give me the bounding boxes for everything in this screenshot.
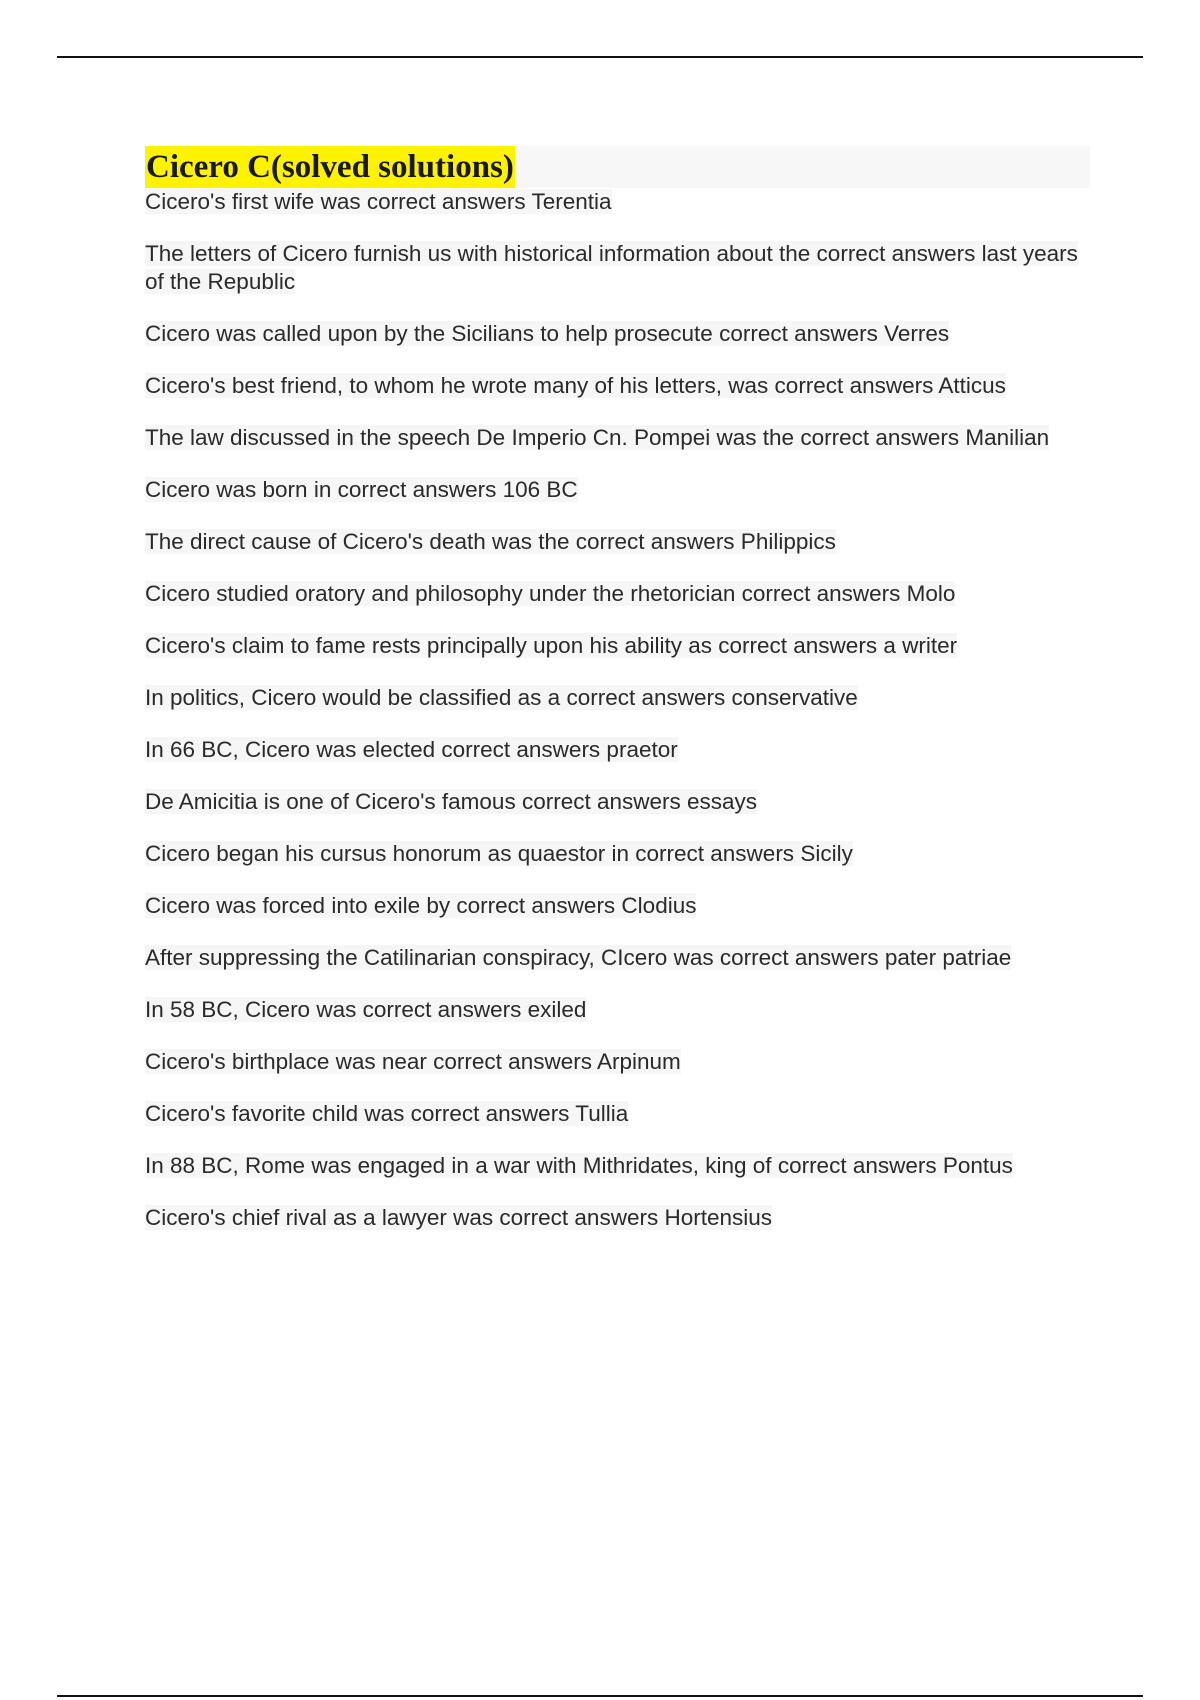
qa-text: The direct cause of Cicero's death was the correct answers Philippics: [145, 529, 836, 554]
qa-text: The letters of Cicero furnish us with historical information about the correct answers last years of the Republic: [145, 241, 1078, 294]
qa-text: In politics, Cicero would be classified as a correct answers conservative: [145, 685, 858, 710]
list-item: [145, 372, 1090, 400]
list-item: [145, 788, 1090, 816]
list-item: [145, 240, 1090, 296]
list-item: [145, 580, 1090, 608]
list-item: [145, 1204, 1090, 1232]
qa-text: Cicero's best friend, to whom he wrote many of his letters, was correct answers Atticus: [145, 373, 1006, 398]
list-item: [145, 424, 1090, 452]
list-item: [145, 188, 1090, 216]
list-item: [145, 632, 1090, 660]
qa-text: After suppressing the Catilinarian conspiracy, CIcero was correct answers pater patriae: [145, 945, 1012, 970]
list-item: [145, 320, 1090, 348]
list-item: [145, 1152, 1090, 1180]
list-item: [145, 1100, 1090, 1128]
qa-text: Cicero was forced into exile by correct answers Clodius: [145, 893, 697, 918]
qa-text: The law discussed in the speech De Imperio Cn. Pompei was the correct answers Manilian: [145, 425, 1050, 450]
qa-text: Cicero's birthplace was near correct answers Arpinum: [145, 1049, 681, 1074]
list-item: [145, 996, 1090, 1024]
qa-text: Cicero was born in correct answers 106 BC: [145, 477, 578, 502]
qa-text: Cicero began his cursus honorum as quaestor in correct answers Sicily: [145, 841, 853, 866]
qa-text: In 88 BC, Rome was engaged in a war with Mithridates, king of correct answers Pontus: [145, 1153, 1013, 1178]
list-item: [145, 1048, 1090, 1076]
bottom-rule: [57, 1695, 1143, 1697]
qa-text: Cicero's chief rival as a lawyer was correct answers Hortensius: [145, 1205, 773, 1230]
qa-text: Cicero was called upon by the Sicilians to help prosecute correct answers Verres: [145, 321, 950, 346]
qa-text: Cicero's favorite child was correct answers Tullia: [145, 1101, 629, 1126]
list-item: [145, 736, 1090, 764]
qa-text: Cicero's first wife was correct answers Terentia: [145, 189, 612, 214]
list-item: [145, 892, 1090, 920]
list-item: [145, 528, 1090, 556]
qa-text: Cicero studied oratory and philosophy under the rhetorician correct answers Molo: [145, 581, 956, 606]
title-row: [145, 146, 1090, 188]
document-body: [145, 146, 1090, 1232]
list-item: [145, 684, 1090, 712]
qa-text: In 66 BC, Cicero was elected correct answers praetor: [145, 737, 678, 762]
list-item: [145, 476, 1090, 504]
list-item: [145, 840, 1090, 868]
list-item: [145, 944, 1090, 972]
page-title: Cicero C(solved solutions): [145, 146, 515, 188]
qa-list: [145, 188, 1090, 1232]
qa-text: Cicero's claim to fame rests principally upon his ability as correct answers a writer: [145, 633, 958, 658]
qa-text: De Amicitia is one of Cicero's famous correct answers essays: [145, 789, 758, 814]
top-rule: [57, 56, 1143, 58]
qa-text: In 58 BC, Cicero was correct answers exiled: [145, 997, 587, 1022]
